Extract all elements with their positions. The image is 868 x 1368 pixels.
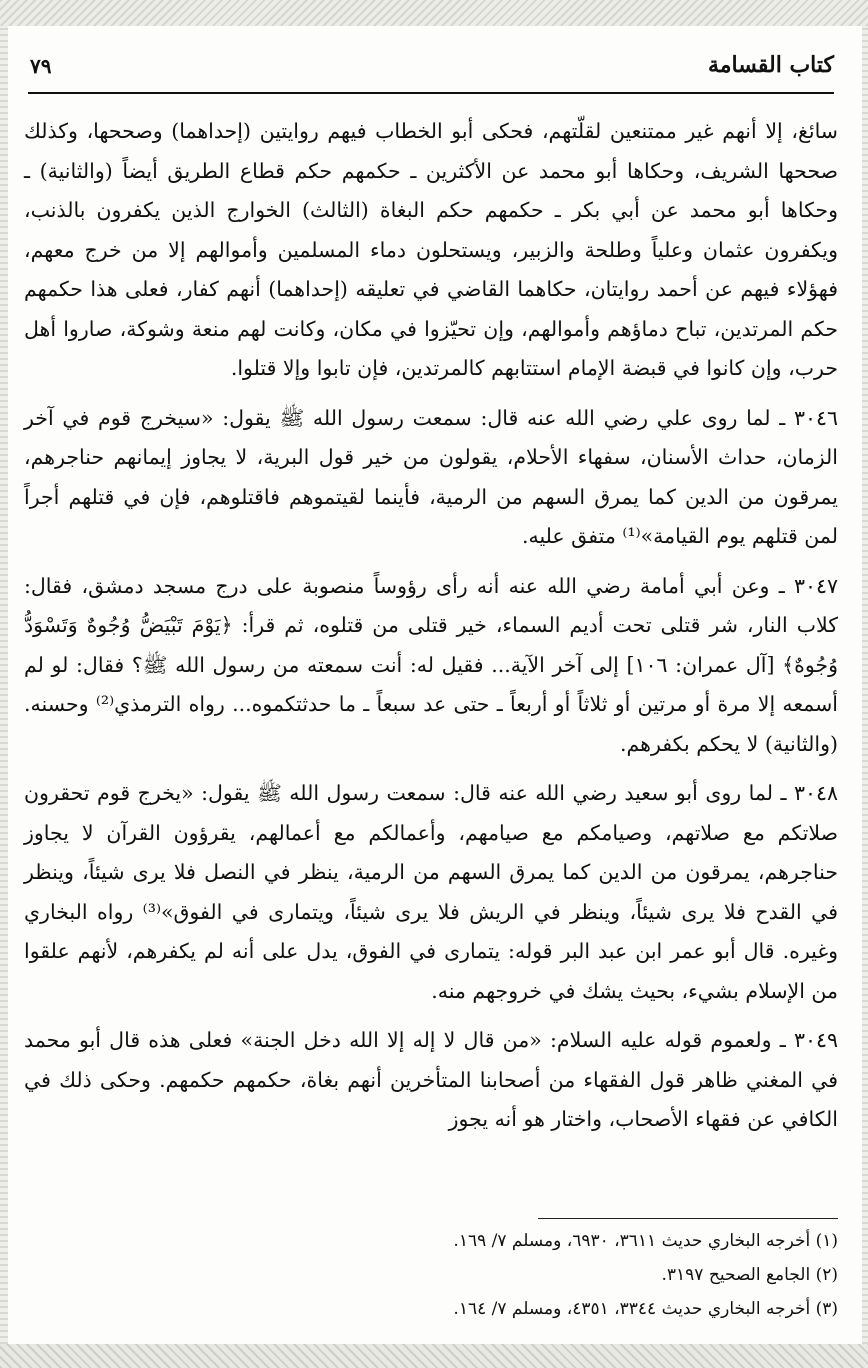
footnote-3: (٣) أخرجه البخاري حديث ٣٣٤٤، ٤٣٥١، ومسلم ٧/ ١٦٤.	[453, 1299, 838, 1319]
footnote-2: (٢) الجامع الصحيح ٣١٩٧.	[661, 1265, 838, 1285]
paragraph-3048: ٣٠٤٨ ـ لما روى أبو سعيد رضي الله عنه قال: سمعت رسول الله ﷺ يقول: «يخرج قوم تحقرون صلاتكم مع صلاتهم، وصيامكم مع صيامهم، وأعمالكم مع أعمالهم، يقرؤون القرآن لا يجاوز حناجرهم، يمرقون من الدين كما يمرق السهم من الرمية، ينظر في النصل فلا يرى شيئاً، وينظر في القدح فلا يرى شيئاً، وينظر في الريش فلا يرى شيئاً، ويتمارى في الفوق»⁽³⁾ رواه البخاري وغيره. قال أبو عمر ابن عبد البر قوله: يتمارى في الفوق، يدل على أنه لم يكفرهم، لأنهم علقوا من الإسلام بشيء، بحيث يشك في خروجهم منه.	[24, 781, 839, 1003]
scan-border-right	[862, 26, 868, 1344]
scan-border-left	[0, 26, 8, 1344]
footnote-1: (١) أخرجه البخاري حديث ٣٦١١، ٦٩٣٠، ومسلم ٧/ ١٦٩.	[453, 1231, 838, 1251]
page-header	[28, 50, 834, 94]
chapter-title: كتاب القسامة	[707, 52, 834, 78]
scan-border-top	[0, 0, 868, 26]
paragraph-3046: ٣٠٤٦ ـ لما روى علي رضي الله عنه قال: سمعت رسول الله ﷺ يقول: «سيخرج قوم في آخر الزمان، حداث الأسنان، سفهاء الأحلام، يقولون من خير قول البرية، لا يجاوز إيمانهم حناجرهم، يمرقون من الدين كما يمرق السهم من الرمية، فأينما لقيتموهم فاقتلوهم، فإن في قتلهم أجراً لمن قتلهم يوم القيامة»⁽¹⁾ متفق عليه.	[24, 405, 838, 548]
body-text	[24, 112, 838, 1150]
paragraph-continuation: سائغ، إلا أنهم غير ممتنعين لقلّتهم، فحكى أبو الخطاب فيهم روايتين (إحداهما) وصححها، وكذلك صححها الشريف، وحكاها أبو محمد عن الأكثرين ـ حكمهم حكم قطاع الطريق أيضاً (والثانية) ـ وحكاها أبو محمد عن أبي بكر ـ حكمهم حكم البغاة (الثالث) الخوارج الذين يكفرون بالذنب، ويكفرون عثمان وعلياً وطلحة والزبير، ويستحلون دماء المسلمين وأموالهم إلا من خرج معهم، فهؤلاء فيهم عن أحمد روايتان، حكاهما القاضي في تعليقه (إحداهما) أنهم كفار، فعلى هذا حكمهم حكم المرتدين، تباح دماؤهم وأموالهم، وإن تحيّزوا في مكان، وكانت لهم منعة وشوكة، صاروا أهل حرب، وإن كانوا في قبضة الإمام استتابهم كالمرتدين، فإن تابوا وإلا قتلوا.	[24, 119, 838, 380]
footnotes	[24, 1224, 838, 1326]
page-number: ٧٩	[30, 54, 52, 78]
paragraph-3047: ٣٠٤٧ ـ وعن أبي أمامة رضي الله عنه أنه رأى رؤوساً منصوبة على درج مسجد دمشق، فقال: كلاب النار، شر قتلى تحت أديم السماء، خير قتلى من قتلوه، ثم قرأ: ﴿يَوْمَ تَبْيَضُّ وُجُوهٌ وَتَسْوَدُّ وُجُوهٌ﴾ [آل عمران: ١٠٦] إلى آخر الآية... فقيل له: أنت سمعته من رسول الله ﷺ؟ فقال: لو لم أسمعه إلا مرة أو مرتين أو ثلاثاً أو أربعاً ـ حتى عد سبعاً ـ ما حدثتكموه... رواه الترمذي⁽²⁾ وحسنه. (والثانية) لا يحكم بكفرهم.	[24, 573, 839, 756]
footnote-divider	[538, 1218, 838, 1219]
scan-border-bottom	[0, 1344, 868, 1368]
paragraph-3049: ٣٠٤٩ ـ ولعموم قوله عليه السلام: «من قال لا إله إلا الله دخل الجنة» فعلى هذه قال أبو محمد في المغني ظاهر قول الفقهاء من أصحابنا المتأخرين أنهم بغاة، حكمهم حكمهم. وحكى ذلك في الكافي عن فقهاء الأصحاب، واختار هو أنه يجوز	[24, 1028, 838, 1131]
